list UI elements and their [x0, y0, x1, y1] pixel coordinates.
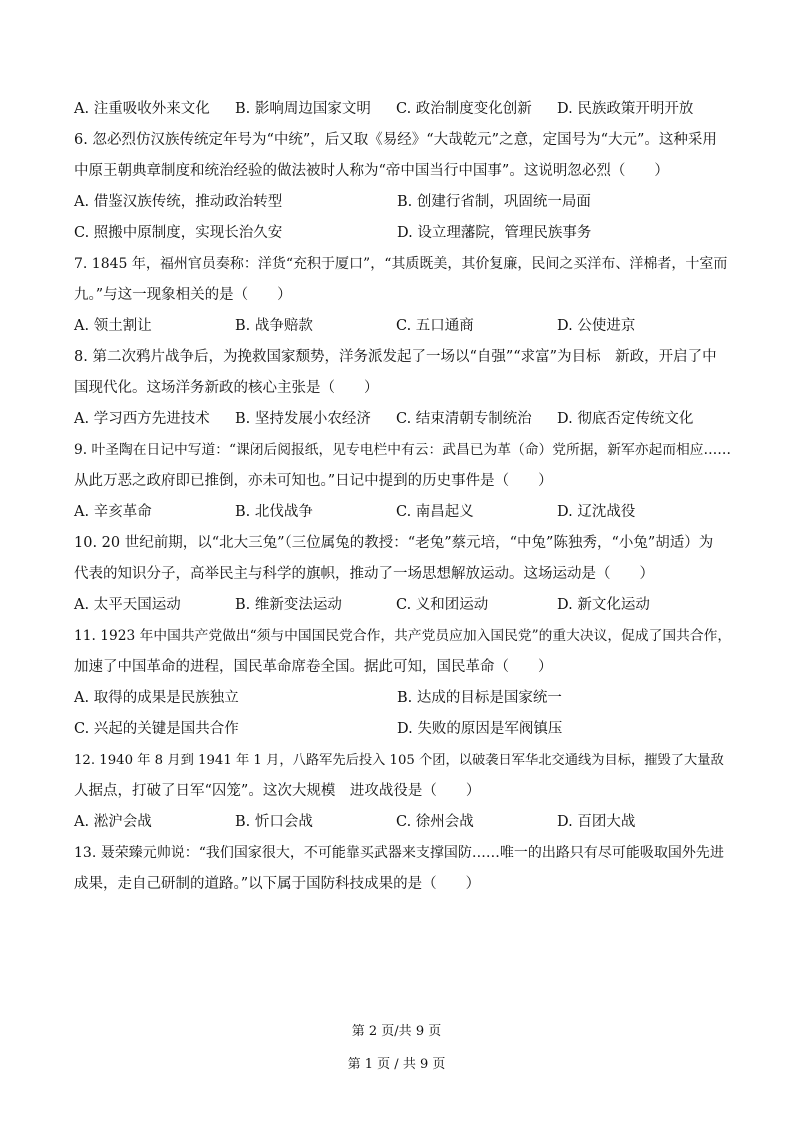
q10-option-c: C. 义和团运动 — [396, 597, 489, 613]
q9-options — [74, 497, 734, 528]
q9-option-a: A. 辛亥革命 — [74, 504, 152, 520]
q12-option-a: A. 淞沪会战 — [74, 814, 152, 830]
question-13 — [74, 838, 734, 900]
q5-option-b: B. 影响周边国家文明 — [235, 101, 371, 117]
q11-stem-line2: 加速了中国革命的进程，国民革命席卷全国。据此可知，国民革命（ ） — [74, 659, 553, 675]
q6-stem-line2: 中原王朝典章制度和统治经验的做法被时人称为“帝中国当行中国事”。这说明忽必烈（ ） — [74, 163, 669, 179]
q12-option-c: C. 徐州会战 — [396, 814, 474, 830]
q9-option-c: C. 南昌起义 — [396, 504, 474, 520]
q7-option-a: A. 领土割让 — [74, 318, 152, 334]
q10-options — [74, 590, 734, 621]
q6-option-c: C. 照搬中原制度，实现长治久安 — [74, 225, 283, 241]
q7-option-c: C. 五口通商 — [396, 318, 474, 334]
question-12 — [74, 745, 734, 838]
q5-option-c: C. 政治制度变化创新 — [396, 101, 532, 117]
q11-option-b: B. 达成的目标是国家统一 — [397, 690, 562, 706]
q8-option-c: C. 结束清朝专制统治 — [396, 411, 532, 427]
q10-stem-line1: 10. 20 世纪前期，以“北大三兔”（三位属兔的教授：“老兔”蔡元培，“中兔”陈独秀，“小兔”胡适）为 — [74, 535, 714, 551]
q6-option-a: A. 借鉴汉族传统，推动政治转型 — [74, 194, 283, 210]
q5-options — [74, 94, 734, 125]
q7-stem-line2: 九。”与这一现象相关的是（ ） — [74, 287, 292, 303]
q6-option-d: D. 设立理藩院，管理民族事务 — [397, 225, 592, 241]
q6-option-b: B. 创建行省制，巩固统一局面 — [397, 194, 591, 210]
question-11 — [74, 621, 734, 745]
question-8 — [74, 342, 734, 435]
question-list — [74, 94, 734, 900]
page-number-outer: 第 1 页 / 共 9 页 — [347, 1057, 446, 1072]
q5-option-d: D. 民族政策开明开放 — [557, 101, 694, 117]
q11-option-d: D. 失败的原因是军阀镇压 — [397, 721, 563, 737]
q11-options-row1 — [74, 683, 734, 714]
q12-stem-line1: 12. 1940 年 8 月到 1941 年 1 月，八路军先后投入 105 个团，以破袭日军华北交通线为目标，摧毁了大量敌 — [74, 753, 724, 768]
q5-option-a: A. 注重吸收外来文化 — [74, 101, 210, 117]
q9-option-d: D. 辽沈战役 — [557, 504, 636, 520]
q8-options — [74, 404, 734, 435]
q12-options — [74, 807, 734, 838]
q13-stem-line1: 13. 聂荣臻元帅说：“我们国家很大，不可能靠买武器来支撑国防……唯一的出路只有尽可能吸取国外先进 — [74, 845, 724, 861]
q6-stem-line1: 6. 忽必烈仿汉族传统定年号为“中统”，后又取《易经》“大哉乾元”之意，定国号为“大元”。这种采用 — [74, 132, 717, 148]
q9-stem-line1: 9. 叶圣陶在日记中写道：“课闭后阅报纸，见专电栏中有云：武昌已为革（命）党所据，新军亦起而相应…… — [74, 442, 732, 458]
q10-option-b: B. 维新变法运动 — [235, 597, 342, 613]
q8-option-d: D. 彻底否定传统文化 — [557, 411, 694, 427]
q12-option-d: D. 百团大战 — [557, 814, 636, 830]
q9-stem-line2: 从此万恶之政府即已推倒，亦未可知也。”日记中提到的历史事件是（ ） — [74, 473, 553, 489]
q10-option-a: A. 太平天国运动 — [74, 597, 181, 613]
q11-option-c: C. 兴起的关键是国共合作 — [74, 721, 239, 737]
q10-stem-line2: 代表的知识分子，高举民主与科学的旗帜，推动了一场思想解放运动。这场运动是（ ） — [74, 566, 654, 582]
q7-option-b: B. 战争赔款 — [235, 318, 313, 334]
q11-options-row2 — [74, 714, 734, 745]
q12-stem-line2: 人据点，打破了日军“囚笼”。这次大规模 进攻战役是（ ） — [74, 783, 481, 799]
q7-stem-line1: 7. 1845 年，福州官员奏称：洋货“充积于厦口”，“其质既美，其价复廉，民间之买洋布、洋棉者，十室而 — [74, 256, 728, 272]
page-number-inner: 第 2 页/共 9 页 — [351, 1024, 442, 1039]
q11-stem-line1: 11. 1923 年中国共产党做出“须与中国国民党合作，共产党员应加入国民党”的重大决议，促成了国共合作， — [74, 628, 732, 644]
q10-option-d: D. 新文化运动 — [557, 597, 650, 613]
q12-option-b: B. 忻口会战 — [235, 814, 313, 830]
q6-options-row2 — [74, 218, 734, 249]
q8-stem-line1: 8. 第二次鸦片战争后，为挽救国家颓势，洋务派发起了一场以“自强”“求富”为目标 新政，开启了中 — [74, 349, 717, 365]
q7-option-d: D. 公使进京 — [557, 318, 636, 334]
q6-options-row1 — [74, 187, 734, 218]
q8-option-a: A. 学习西方先进技术 — [74, 411, 210, 427]
question-9 — [74, 435, 734, 528]
q7-options — [74, 311, 734, 342]
q11-option-a: A. 取得的成果是民族独立 — [74, 690, 239, 706]
question-6 — [74, 125, 734, 249]
question-7 — [74, 249, 734, 342]
q8-stem-line2: 国现代化。这场洋务新政的核心主张是（ ） — [74, 380, 379, 396]
q9-option-b: B. 北伐战争 — [235, 504, 313, 520]
question-10 — [74, 528, 734, 621]
q13-stem-line2: 成果，走自己研制的道路。”以下属于国防科技成果的是（ ） — [74, 876, 481, 892]
q8-option-b: B. 坚持发展小农经济 — [235, 411, 371, 427]
